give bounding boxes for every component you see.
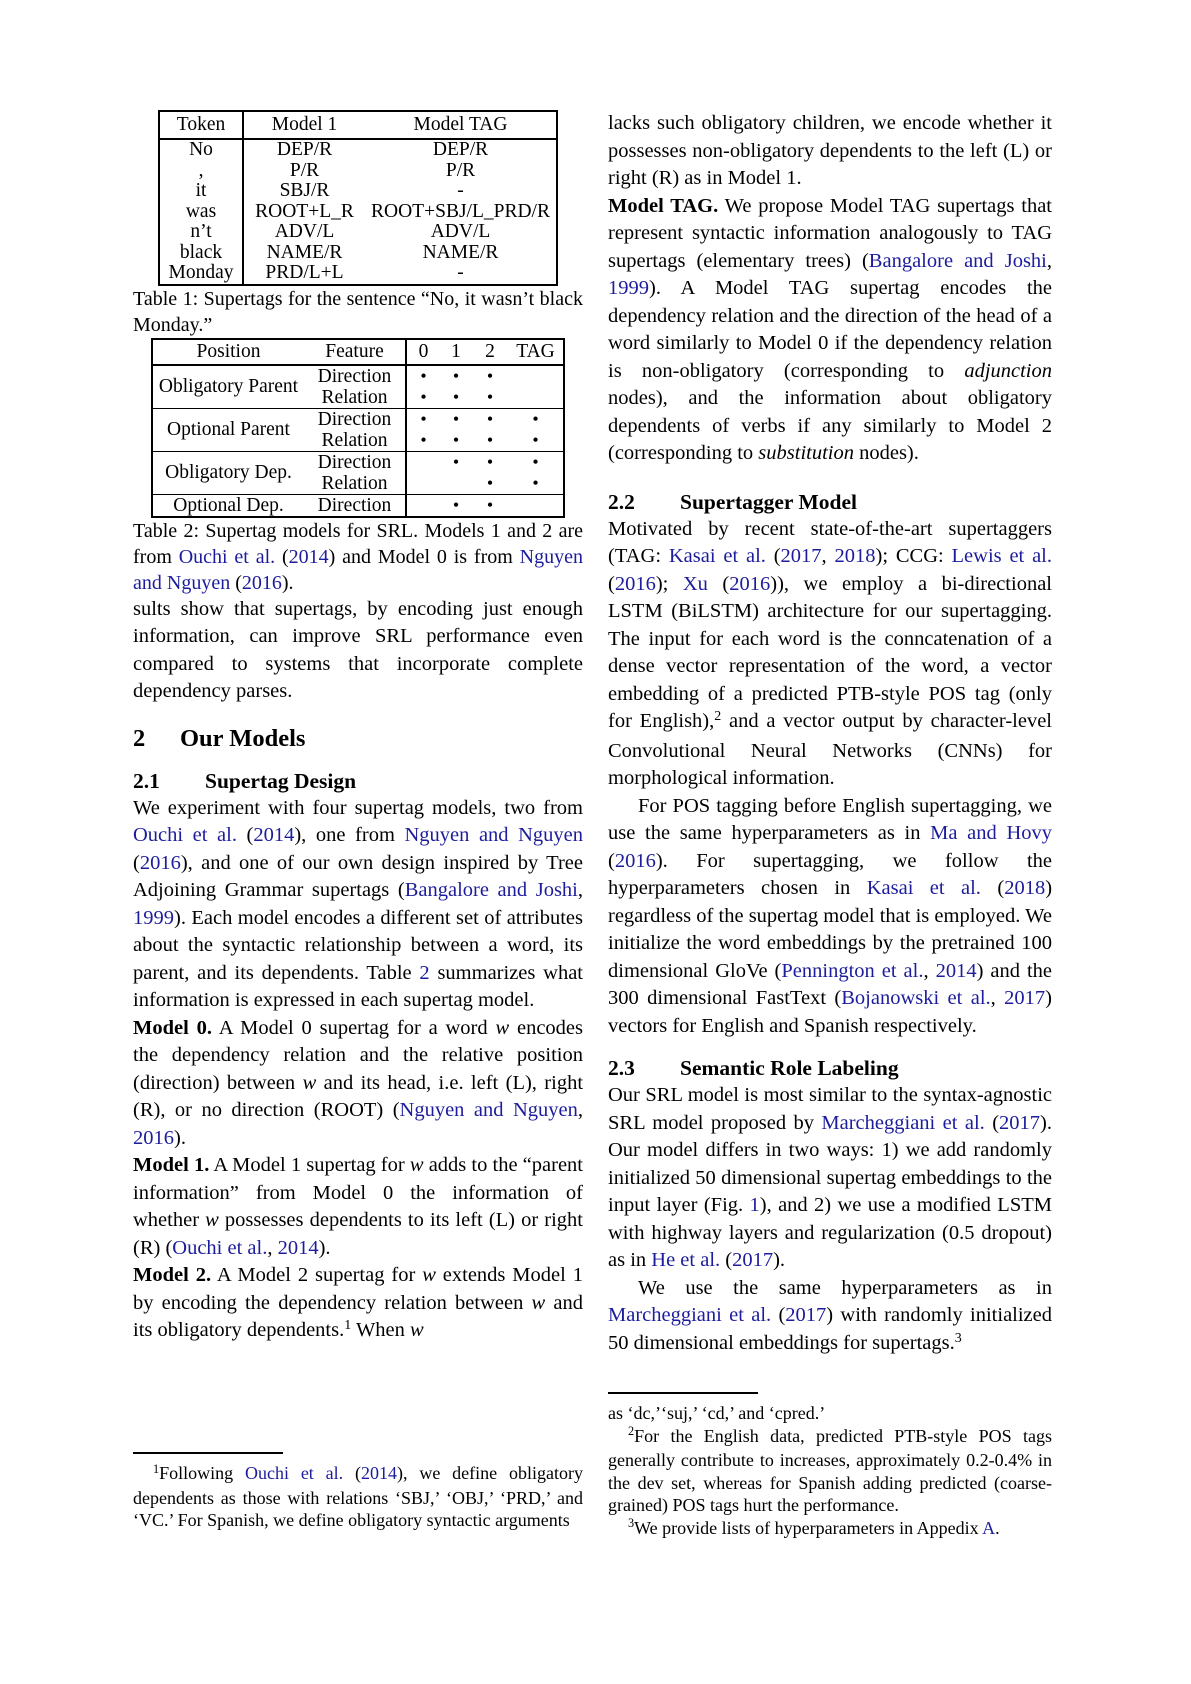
text-run: sults show that supertags, by encoding just enough information, can improve SRL performance even compared to systems that incorporate complete dependency parses. xyxy=(133,597,583,702)
citation-link[interactable]: 1999 xyxy=(133,906,174,929)
bold-run: Model TAG. xyxy=(608,194,719,217)
citation-link[interactable]: 2016 xyxy=(729,572,771,595)
table-row xyxy=(152,451,564,473)
text-run: , xyxy=(577,1099,583,1121)
table1-caption xyxy=(133,286,583,338)
citation-link[interactable]: 2018 xyxy=(1004,877,1046,899)
text-run: adds to the “parent information” from Model 0 the information of whether xyxy=(133,1154,584,1231)
footnote-marker: 2 xyxy=(714,709,722,725)
citation-link[interactable]: Xu xyxy=(682,572,708,595)
text-run: ( xyxy=(133,851,140,874)
text-run: )), we employ a bi-directional LSTM (BiLSTM) architecture for our supertagging. The input for each word is the conncatenation of a dense vector representation of the word, a vector embedding of a predicted PTB-style POS tag (only for English), xyxy=(608,572,1052,732)
column-header: 0 xyxy=(406,339,440,365)
citation-link[interactable]: 2016 xyxy=(241,571,282,594)
text-run: ( xyxy=(608,572,615,595)
citation-link[interactable]: Nguyen and Nguyen xyxy=(133,545,583,594)
text-run: ( xyxy=(771,1304,786,1326)
citation-link[interactable]: Ouchi et al. xyxy=(178,545,276,568)
feature-dot: • xyxy=(472,365,508,387)
table-cell: P/R xyxy=(445,159,476,181)
text-run: We use the same hyperparameters as in xyxy=(638,1276,1052,1299)
feature-empty xyxy=(508,387,564,409)
citation-link[interactable]: Lewis et al. xyxy=(951,545,1052,567)
table-row xyxy=(159,161,557,182)
citation-link[interactable]: Ouchi et al. xyxy=(172,1236,268,1259)
text-run: ). A Model TAG supertag encodes the dependency relation and the direction of the head of a word similarly to Model 0 if the dependency relation is non-obligatory (corresponding to xyxy=(608,277,1052,382)
feature-dot: • xyxy=(440,494,472,517)
feature-dot: • xyxy=(486,429,494,450)
citation-link[interactable]: Ma and Hovy xyxy=(930,822,1053,844)
subsection-number: 2.3 xyxy=(608,1056,635,1080)
table2-supertag-models xyxy=(151,338,565,518)
text-run: ), we define obligatory dependents as those with relations ‘SBJ,’ ‘OBJ,’ ‘PRD,’ and ‘VC.’ For Spanish, we define obligatory syntactic arguments xyxy=(133,1463,583,1530)
citation-link[interactable]: 2014 xyxy=(277,1236,319,1259)
feature-empty xyxy=(508,494,564,517)
subsection-number: 2.1 xyxy=(133,768,160,793)
feature-dot: • xyxy=(440,451,472,473)
table-cell: was xyxy=(159,202,243,223)
citation-link[interactable]: 2 xyxy=(419,961,430,984)
text-run: ), and one of our own design inspired by Tree Adjoining Grammar supertags ( xyxy=(133,851,583,901)
text-run: ). For supertagging, we follow the hyperparameters chosen in xyxy=(608,849,1052,899)
feature-empty xyxy=(440,473,472,495)
text-run: nodes), and the information about obligatory dependents of verbs if any similarly to Model 2 (corresponding to xyxy=(608,387,1052,464)
text-run: ( xyxy=(236,824,254,846)
feature-dot: • xyxy=(440,365,472,387)
table-row xyxy=(159,139,557,161)
text-run: encodes the dependency relation and the relative position (direction) between xyxy=(133,1016,584,1094)
table-cell: No xyxy=(159,139,243,161)
footnote-marker: 2 xyxy=(628,1424,635,1439)
text-run: possesses dependents to its left (L) or right (R) ( xyxy=(133,1209,583,1259)
citation-link[interactable]: 2018 xyxy=(834,545,876,567)
table-cell: Monday xyxy=(159,263,243,285)
text-run: ); CCG: xyxy=(875,545,952,567)
bold-run: Model 2. xyxy=(133,1264,212,1286)
citation-link[interactable]: 2017 xyxy=(732,1249,774,1271)
text-run: Following xyxy=(159,1463,245,1483)
text-run: . xyxy=(995,1517,1000,1538)
citation-link[interactable]: Ouchi et al. xyxy=(133,824,237,846)
citation-link[interactable]: 2016 xyxy=(614,849,656,872)
citation-link[interactable]: Kasai et al. xyxy=(866,877,981,899)
subsection-heading-supertag-design xyxy=(133,767,583,795)
text-run: ). Our model differs in two ways: 1) we add randomly initialized 50 dimensional supertag embeddings to the input layer (Fig. xyxy=(608,1111,1052,1216)
table-header-row xyxy=(159,111,557,139)
footnote-2 xyxy=(608,1425,1052,1517)
section-number: 2 xyxy=(133,724,146,752)
table-cell: SBJ/R xyxy=(279,180,330,201)
bold-run: Model 1. xyxy=(133,1154,210,1176)
table-cell-position: Obligatory Dep. xyxy=(152,451,304,494)
text-run: ), one from xyxy=(294,824,405,846)
table-row xyxy=(152,365,564,387)
text-run: ( xyxy=(608,849,615,872)
text-run: A Model 1 supertag for xyxy=(209,1154,410,1176)
text-run: ( xyxy=(343,1463,361,1483)
text-run: We propose Model TAG supertags that represent syntactic information analogously to TAG supertags (elementary trees) ( xyxy=(608,194,1053,272)
table-cell-position: Optional Dep. xyxy=(152,494,304,517)
citation-link[interactable]: 2014 xyxy=(935,959,977,982)
text-run: For POS tagging before English supertagging, we use the same hyperparameters as in xyxy=(608,794,1052,844)
citation-link[interactable]: Pennington et al. xyxy=(781,959,924,982)
table-cell: black xyxy=(159,243,243,264)
citation-link[interactable]: 1 xyxy=(749,1194,760,1216)
text-run: and a vector output by character-level Convolutional Neural Networks (CNNs) for morphological information. xyxy=(608,710,1052,789)
column-header: TAG xyxy=(508,339,564,365)
text-run: ( xyxy=(720,1249,733,1271)
column-header: 1 xyxy=(440,339,472,365)
footnote-1 xyxy=(133,1462,583,1532)
text-run: ) vectors for English and Spanish respectively. xyxy=(608,987,1052,1037)
feature-dot: • xyxy=(406,430,440,452)
footnote-marker: 1 xyxy=(344,1318,352,1334)
citation-link[interactable]: 2017 xyxy=(1004,987,1046,1009)
text-run: and its head, i.e. left (L), right (R), or no direction (ROOT) ( xyxy=(133,1071,584,1121)
text-run: ). Each model encodes a different set of attributes about the syntactic relationship between a word, its parent, and its dependents. Table xyxy=(133,906,583,984)
column-header: Position xyxy=(152,339,304,365)
table-cell-feature: Direction xyxy=(304,451,406,473)
column-header: Model 1 xyxy=(243,111,365,139)
table-cell-feature: Direction xyxy=(304,365,406,387)
footnote-3 xyxy=(608,1517,1052,1542)
column-header: 2 xyxy=(472,339,508,365)
table1-supertags xyxy=(158,110,558,286)
paragraph-supertag-design xyxy=(133,795,583,1015)
paragraph-model-tag xyxy=(608,193,1052,468)
text-run: We experiment with four supertag models, two from xyxy=(133,796,583,819)
math-variable: w xyxy=(205,1209,219,1231)
text-run: extends Model 1 by encoding the dependency relation between xyxy=(133,1264,583,1314)
table-cell: - xyxy=(457,180,464,201)
table-row xyxy=(159,263,557,285)
paragraph-model-0 xyxy=(133,1015,583,1153)
text-run: , xyxy=(821,545,835,567)
footnote-marker: 3 xyxy=(954,1330,962,1346)
feature-dot: • xyxy=(406,408,440,430)
table-cell: PRD/L+L xyxy=(265,262,344,283)
paragraph-srl-model xyxy=(608,1082,1052,1275)
feature-dot: • xyxy=(472,494,508,517)
text-run: When xyxy=(351,1319,411,1341)
text-run: ( xyxy=(707,572,730,595)
citation-link[interactable]: Marcheggiani et al. xyxy=(821,1111,985,1134)
subsection-heading-supertagger-model xyxy=(608,488,1052,516)
text-run: ); xyxy=(655,572,683,595)
table-cell: , xyxy=(159,161,243,182)
table-cell: DEP/R xyxy=(432,139,489,160)
text-run: ) and the 300 dimensional FastText ( xyxy=(608,959,1053,1009)
feature-dot: • xyxy=(532,429,539,450)
citation-link[interactable]: Nguyen and Nguyen xyxy=(404,824,584,846)
text-run: ), and 2) we use a modified LSTM with highway layers and regularization (0.5 dropout) as in xyxy=(608,1194,1052,1271)
citation-link[interactable]: Bojanowski et al. xyxy=(841,987,991,1009)
subsection-title: Supertag Design xyxy=(205,768,357,793)
table-cell-feature: Relation xyxy=(321,386,388,408)
text-run: Our SRL model is most similar to the syntax-agnostic SRL model proposed by xyxy=(608,1084,1052,1134)
text-run: , xyxy=(990,987,1005,1009)
citation-link[interactable]: 2016 xyxy=(614,572,656,595)
math-variable: w xyxy=(409,1154,424,1176)
section-title: Our Models xyxy=(180,724,306,752)
footnote-marker: 1 xyxy=(153,1461,160,1476)
citation-link[interactable]: Nguyen and Nguyen xyxy=(399,1099,578,1121)
feature-dot: • xyxy=(508,451,564,473)
text-run: ) regardless of the supertag model that is employed. We initialize the word embeddings by the pretrained 100 dimensional GloVe ( xyxy=(608,877,1053,982)
italic-run: adjunction xyxy=(964,359,1052,382)
table-cell-feature: Direction xyxy=(304,494,406,517)
text-run: ) with randomly initialized 50 dimensional embeddings for supertags. xyxy=(608,1304,1053,1354)
feature-dot: • xyxy=(472,451,508,473)
table-row xyxy=(159,243,557,264)
right-column xyxy=(608,110,1052,1359)
text-run: ( xyxy=(765,545,781,567)
text-run: and its obligatory dependents. xyxy=(133,1291,583,1341)
citation-link[interactable]: 2014 xyxy=(288,545,329,568)
feature-dot: • xyxy=(508,408,564,430)
footnote-block-right xyxy=(608,1392,1052,1642)
feature-dot: • xyxy=(532,472,539,493)
footnote-1-continuation xyxy=(608,1402,1052,1425)
text-run: A Model 0 supertag for a word xyxy=(212,1016,496,1039)
feature-dot: • xyxy=(452,429,460,450)
text-run: , xyxy=(923,959,936,982)
citation-link[interactable]: 2014 xyxy=(253,824,295,846)
feature-dot: • xyxy=(486,386,494,407)
paragraph-lacks-children xyxy=(608,110,1052,193)
text-run: Table 2: Supertag models for SRL. Models 1 and 2 are from xyxy=(133,519,583,568)
citation-link[interactable]: Ouchi et al. xyxy=(244,1463,344,1483)
text-run: ). xyxy=(318,1236,331,1259)
table-header-row xyxy=(152,339,564,365)
citation-link[interactable]: 2014 xyxy=(361,1463,397,1483)
citation-link[interactable]: 1999 xyxy=(608,277,649,299)
paragraph-hyperparameters xyxy=(608,1275,1052,1360)
paragraph-model-1 xyxy=(133,1152,583,1262)
table-cell: NAME/R xyxy=(266,241,343,263)
citation-link[interactable]: He et al. xyxy=(651,1249,721,1271)
column-header: Feature xyxy=(304,339,406,365)
text-run: ( xyxy=(275,545,289,568)
table-cell: - xyxy=(457,262,464,283)
text-run: ( xyxy=(230,571,242,594)
citation-link[interactable]: A xyxy=(982,1517,996,1538)
table-cell: NAME/R xyxy=(422,241,499,263)
math-variable: w xyxy=(422,1264,436,1286)
feature-empty xyxy=(406,473,440,495)
text-run: , xyxy=(267,1236,278,1259)
table-cell-feature: Relation xyxy=(321,472,388,494)
subsection-title: Supertagger Model xyxy=(680,489,857,514)
table-cell-position: Optional Parent xyxy=(152,408,304,451)
table-row xyxy=(159,181,557,202)
paragraph-results-continuation xyxy=(133,596,583,706)
table-cell: it xyxy=(159,181,243,202)
feature-empty xyxy=(406,451,440,473)
feature-dot: • xyxy=(406,365,440,387)
math-variable: w xyxy=(410,1319,424,1341)
table-row xyxy=(152,408,564,430)
table-cell: ROOT+L_R xyxy=(255,200,354,222)
table-cell: ROOT+SBJ/L_PRD/R xyxy=(371,200,550,222)
subsection-heading-semantic-role-labeling xyxy=(608,1054,1052,1082)
table-cell: n’t xyxy=(159,222,243,243)
italic-run: substitution xyxy=(758,442,854,464)
text-run: A Model 2 supertag for xyxy=(211,1264,423,1286)
table-cell: DEP/R xyxy=(276,139,333,160)
paragraph-motivated xyxy=(608,516,1052,793)
subsection-title: Semantic Role Labeling xyxy=(680,1056,899,1080)
text-run: ). xyxy=(773,1249,786,1271)
text-run: ). xyxy=(281,571,294,594)
text-run: as ‘dc,’‘suj,’ ‘cd,’ and ‘cpred.’ xyxy=(608,1403,826,1423)
math-variable: w xyxy=(531,1291,546,1314)
column-header: Token xyxy=(159,111,243,139)
text-run: ( xyxy=(980,877,1005,899)
feature-dot: • xyxy=(440,408,472,430)
table-cell: ADV/L xyxy=(274,221,335,242)
text-run: , xyxy=(577,879,583,901)
citation-link[interactable]: 2017 xyxy=(999,1111,1041,1134)
table-cell-feature: Relation xyxy=(321,429,388,451)
left-column xyxy=(133,110,583,1347)
text-run: nodes). xyxy=(853,442,919,464)
citation-link[interactable]: Kasai et al. xyxy=(668,545,766,567)
citation-link[interactable]: Marcheggiani et al. xyxy=(608,1304,772,1326)
footnote-marker: 3 xyxy=(628,1516,635,1531)
text-run: Table 1: Supertags for the sentence “No, it wasn’t black Monday.” xyxy=(133,287,583,336)
text-run: ) and Model 0 is from xyxy=(328,545,520,568)
table-cell: ADV/L xyxy=(430,221,491,242)
text-run: ). xyxy=(174,1126,186,1149)
math-variable: w xyxy=(495,1016,510,1039)
bold-run: Model 0. xyxy=(133,1016,212,1039)
text-run: We provide lists of hyperparameters in Appedix xyxy=(634,1517,983,1538)
table2-caption xyxy=(133,518,583,596)
citation-link[interactable]: 2017 xyxy=(780,545,822,567)
table-row xyxy=(159,222,557,243)
subsection-number: 2.2 xyxy=(608,489,635,514)
table-row xyxy=(152,494,564,517)
citation-link[interactable]: 2016 xyxy=(133,1126,174,1149)
footnote-block-left xyxy=(133,1452,583,1642)
footnote-rule xyxy=(608,1392,758,1394)
text-run: lacks such obligatory children, we encode whether it possesses non-obligatory dependents to the left (L) or right (R) as in Model 1. xyxy=(608,112,1052,189)
feature-dot: • xyxy=(486,472,494,493)
text-run: ( xyxy=(984,1111,1000,1134)
feature-empty xyxy=(508,365,564,387)
column-header: Model TAG xyxy=(365,111,557,139)
feature-dot: • xyxy=(406,387,440,409)
citation-link[interactable]: Bangalore and Joshi xyxy=(868,249,1047,272)
text-run: , xyxy=(1046,249,1052,272)
table-row xyxy=(159,202,557,223)
citation-link[interactable]: 2016 xyxy=(139,851,181,874)
paragraph-pos-tagging xyxy=(608,793,1052,1041)
text-run: For the English data, predicted PTB-style POS tags generally contribute to increases, approximately 0.2-0.4% in the dev set, whereas for Spanish adding predicted (coarse-grained) POS tags hurt the performance. xyxy=(608,1425,1052,1515)
feature-empty xyxy=(406,494,440,517)
paragraph-model-2 xyxy=(133,1262,583,1347)
feature-dot: • xyxy=(452,386,460,407)
footnote-rule xyxy=(133,1452,283,1454)
table-cell-position: Obligatory Parent xyxy=(152,365,304,409)
citation-link[interactable]: Bangalore and Joshi xyxy=(404,879,578,901)
math-variable: w xyxy=(302,1071,317,1094)
citation-link[interactable]: 2017 xyxy=(785,1304,827,1326)
table-cell-feature: Direction xyxy=(304,408,406,430)
section-heading-our-models xyxy=(133,724,583,754)
text-run: summarizes what information is expressed in each supertag model. xyxy=(133,961,583,1011)
feature-dot: • xyxy=(472,408,508,430)
text-run: Motivated by recent state-of-the-art supertaggers (TAG: xyxy=(608,517,1052,567)
table-cell: P/R xyxy=(289,159,320,181)
